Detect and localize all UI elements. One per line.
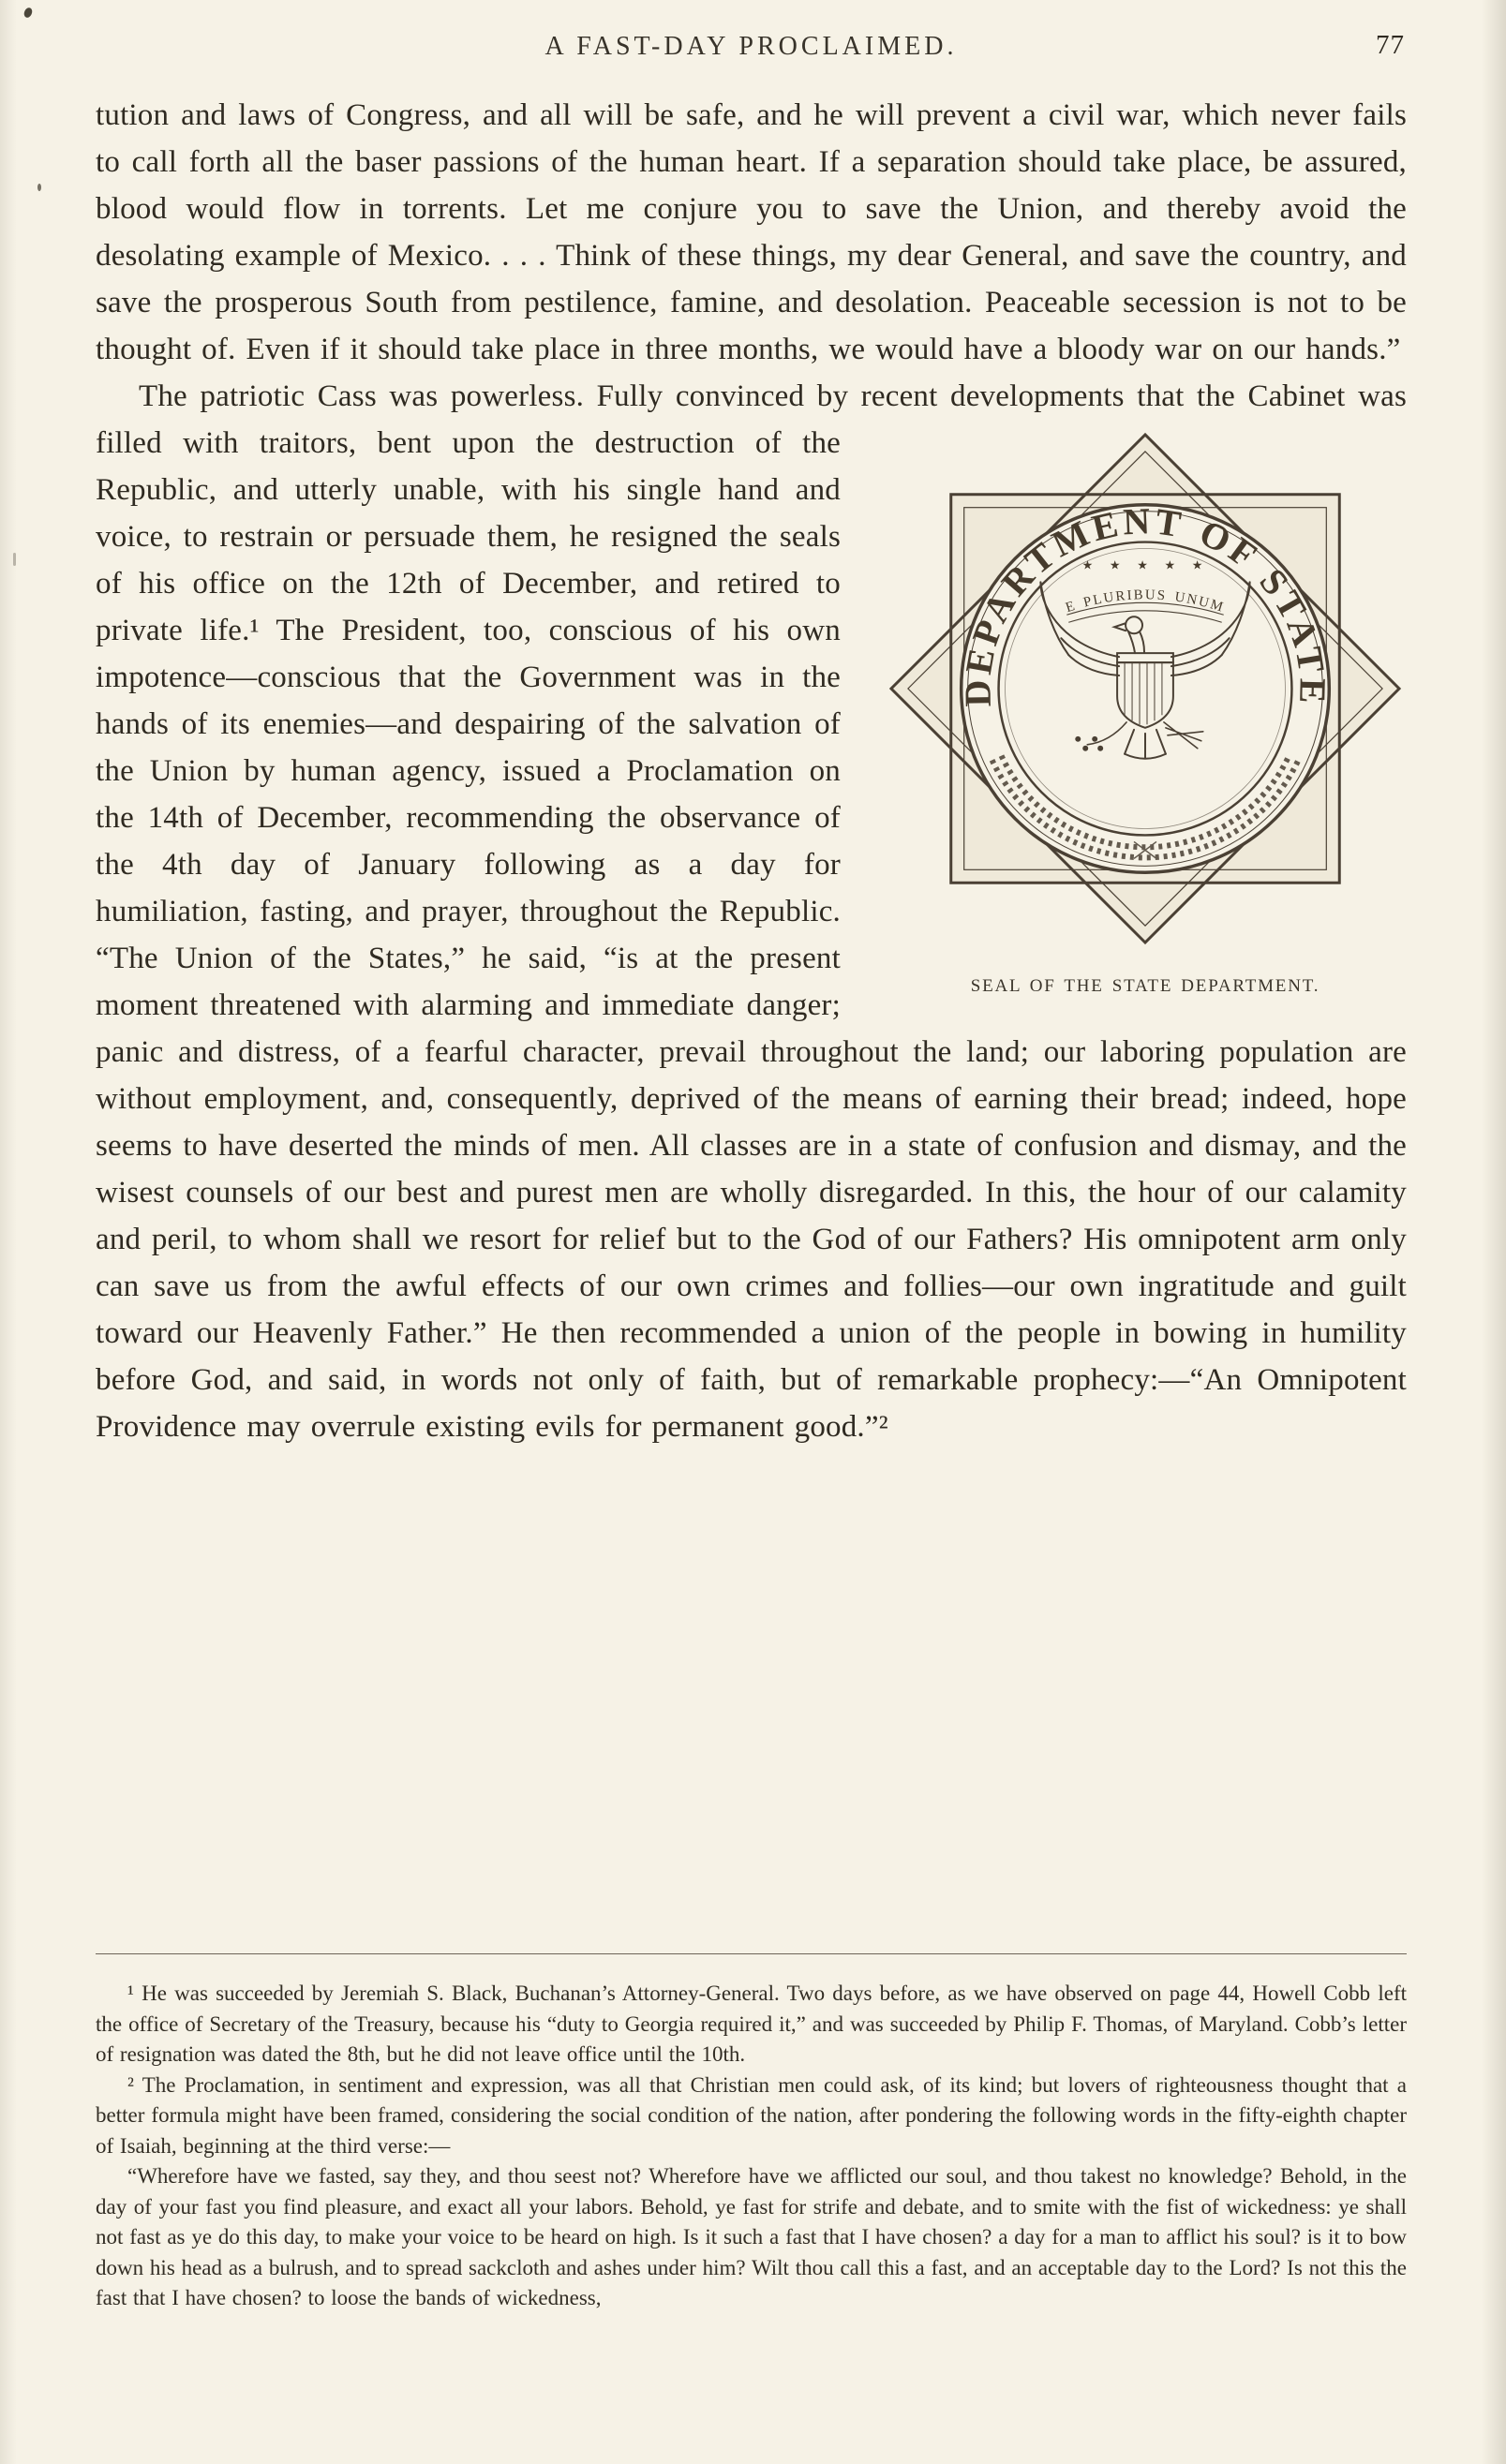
paragraph-cass [96,373,1407,1450]
scan-speck [13,553,16,566]
footnote-1: ¹ He was succeeded by Jeremiah S. Black, Buchanan’s Attorney-General. Two days before, as we have observed on page 44, Howell Cobb left the office of Secretary of the Treasury, because his “duty to Georgia required it,” and was succeeded by Philip F. Thomas, of Maryland. Cobb’s letter of resignation was dated the 8th, but he did not leave office until the 10th. [96,1982,1407,2066]
figure-caption: SEAL OF THE STATE DEPARTMENT. [970,976,1320,996]
footnote-2: ² The Proclamation, in sentiment and expression, was all that Christian men could ask, of its kind; but lovers of righteousness thought that a better formula might have been framed, considering the social condition of the nation, after pondering the following words in the fifty-eighth chapter of Isaiah, beginning at the third verse:— [96,2072,1407,2158]
footnotes [96,1979,1407,2314]
seal-stars: ★ ★ ★ ★ ★ [1081,557,1209,572]
paragraph-text: The patriotic Cass was powerless. Fully convinced by recent developments that the Cabinet was filled with traitors, bent upon the destruction of [96,379,1407,460]
running-title: A FAST-DAY PROCLAIMED. [544,32,958,61]
seal-figure [841,427,1407,1010]
footnote-separator [96,1953,1407,1954]
paragraph-text: tution and laws of Congress, and all will be safe, and he will prevent a civil war, which never fails to call forth all the baser passions of the human heart. If a separation should take place, be assured, blood would flow in torrents. Let me conjure you to save the Union, and thereby avoid the desolating example of Mexico. . . . Think of these things, my dear General, and save the country, and save the prosperous South from pestilence, famine, and desolation. Peaceable secession is not to be thought of. Even if it should take place in three months, we would have a bloody war on our hands.” [96,98,1407,366]
page-number: 77 [1376,30,1405,60]
main-text [96,92,1407,1933]
scan-speck [37,184,41,191]
footnote-scripture-quote: “Wherefore have we fasted, say they, and thou seest not? Wherefore have we afflicted our soul, and thou takest no knowledge? Behold, in the day of your fast you find pleasure, and exact all your labors. Behold, ye fast for strife and debate, and to smite with the fist of wickedness: ye shall not fast as ye do this day, to make your voice to be heard on high. Is it such a fast that I have chosen? a day for a man to afflict his soul? is it to bow down his head as a bulrush, and to spread sackcloth and ashes under him? Wilt thou call this a fast, and an acceptable day to the Lord? Is not this the fast that I have chosen? to loose the bands of wickedness, [96,2164,1407,2309]
seal-ring-label: DEPARTMENT OF STATE [956,499,1335,708]
paragraph-continuation [96,92,1407,373]
paragraph-text: the Republic, and utterly unable, with his single hand and voice, to restrain or persuade them, he resigned the seals of his office on the 12th of December, and retired to private life.¹ The President, too, conscious of his own impotence—conscious that the Government was in the hands of its enemies—and despairing of the salvation of the Union by human agency, issued a Proclamation on the 14th of December, recommending the observance of the 4th day of January following as a day for humiliation, fasting, and prayer, throughout the Republic. “The Union of the States,” he said, “is at the present moment threatened with alarming and immediate danger; panic and distress, of a fearful character, prevail throughout the land; our laboring population are without employment, and, consequently, deprived of the means of earning their bread; indeed, hope seems to have deserted the minds of men. All classes are in a state of confusion and dismay, and the wisest counsels of our best and purest men are wholly disregarded. In this, the hour of our calamity and peril, to whom shall we resort for relief but to the God of our Fathers? His omnipotent arm only can save us from the awful effects of our own crimes and follies—our own ingratitude and guilt toward our Heavenly Father.” He then recommended a union of the people in bowing in humility before God, and said, in words not only of faith, but of remarkable prophecy:—“An Omnipotent Providence may overrule existing evils for permanent good.”² [96,426,1407,1444]
page-header [96,32,1407,67]
scan-speck [22,7,34,19]
state-department-seal-illustration [884,427,1407,950]
seal-motto-label: E PLURIBUS UNUM [1064,587,1227,616]
